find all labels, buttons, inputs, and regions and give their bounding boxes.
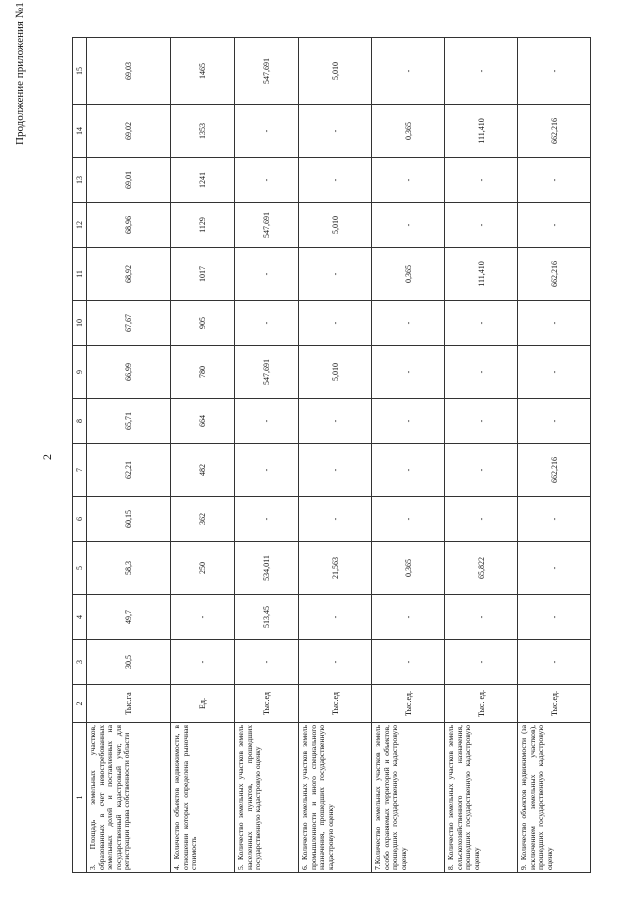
value-cell: 513,45 [235,595,299,640]
value-cell: 662,216 [518,444,591,497]
indicator-name: 3. Площадь земельных участков, образованных в счет невостребованных земельных долей и поставленных на государственный кадастровый учет, для регистрации права собственности области [87,723,171,873]
value-cell: - [299,595,372,640]
indicator-name: 9. Количество объектов недвижимости (за исключением земельных участков), прошедших государственную кадастровую оценку [518,723,591,873]
column-number: 2 [73,685,87,723]
value-cell: - [518,203,591,248]
column-number-row [73,38,87,873]
value-cell: - [235,640,299,685]
value-cell: - [372,399,445,444]
value-cell: 0,365 [372,248,445,301]
value-cell: - [518,301,591,346]
value-cell: 1241 [171,158,235,203]
value-cell: - [445,595,518,640]
value-cell: - [372,346,445,399]
table-row [299,38,372,873]
table-row [372,38,445,873]
value-cell: - [171,595,235,640]
indicator-name: 5. Количество земельных участков земель населенных пунктов, прошедших государственную кадастровую оценку [235,723,299,873]
value-cell: - [445,203,518,248]
value-cell: - [372,595,445,640]
value-cell: 69,02 [87,105,171,158]
value-cell: 5,010 [299,203,372,248]
value-cell: - [372,203,445,248]
column-number: 7 [73,444,87,497]
value-cell: 547,691 [235,203,299,248]
indicator-name: 6. Количество земельных участков земель промышленности и иного специального назначения, прошедших государственную кадастровую оценку [299,723,372,873]
value-cell: 60,15 [87,497,171,542]
value-cell: - [445,640,518,685]
column-number: 12 [73,203,87,248]
value-cell: 664 [171,399,235,444]
value-cell: - [235,248,299,301]
value-cell: 58,3 [87,542,171,595]
value-cell: 68,96 [87,203,171,248]
value-cell: - [518,346,591,399]
appendix-label: Продолжение приложения №1 [14,2,26,145]
column-number: 8 [73,399,87,444]
value-cell: - [445,444,518,497]
value-cell: 67,67 [87,301,171,346]
value-cell: 1353 [171,105,235,158]
value-cell: - [372,301,445,346]
unit-cell: Тыс.ед [235,685,299,723]
value-cell: 69,01 [87,158,171,203]
unit-cell: Тыс.ед. [518,685,591,723]
table-row [171,38,235,873]
column-number: 4 [73,595,87,640]
value-cell: - [372,497,445,542]
value-cell: - [235,105,299,158]
value-cell: 1465 [171,38,235,105]
value-cell: 69,03 [87,38,171,105]
table-row [518,38,591,873]
value-cell: 482 [171,444,235,497]
column-number: 13 [73,158,87,203]
value-cell: 0,365 [372,542,445,595]
value-cell: - [299,444,372,497]
indicator-name: 7.Количество земельных участков земель особо охраняемых территорий и объектов, прошедших государственную кадастровую оценку [372,723,445,873]
value-cell: - [518,497,591,542]
value-cell: - [445,497,518,542]
value-cell: 65,822 [445,542,518,595]
table-row [235,38,299,873]
column-number: 14 [73,105,87,158]
table-row [445,38,518,873]
value-cell: - [518,640,591,685]
value-cell: 21,563 [299,542,372,595]
value-cell: - [299,640,372,685]
value-cell: - [445,301,518,346]
value-cell: - [518,399,591,444]
column-number: 5 [73,542,87,595]
value-cell: 250 [171,542,235,595]
value-cell: - [299,497,372,542]
value-cell: - [445,158,518,203]
value-cell: 534,011 [235,542,299,595]
value-cell: 547,691 [235,346,299,399]
value-cell: 1017 [171,248,235,301]
column-number: 11 [73,248,87,301]
value-cell: 30,5 [87,640,171,685]
value-cell: - [445,346,518,399]
column-number: 10 [73,301,87,346]
column-number: 3 [73,640,87,685]
value-cell: 547,691 [235,38,299,105]
value-cell: - [518,158,591,203]
unit-cell: Тыс.ед [299,685,372,723]
column-number: 15 [73,38,87,105]
value-cell: 0,365 [372,105,445,158]
value-cell: - [235,301,299,346]
page-number: 2 [40,454,54,460]
value-cell: - [299,301,372,346]
value-cell: - [518,38,591,105]
value-cell: - [235,497,299,542]
value-cell: 68,92 [87,248,171,301]
value-cell: 362 [171,497,235,542]
column-number: 6 [73,497,87,542]
value-cell: - [372,38,445,105]
value-cell: - [518,542,591,595]
indicator-name: 8. Количество земельных участков земель сельскохозяйственного назначения, прошедших государственную кадастровую оценку [445,723,518,873]
unit-cell: Тыс.ед. [372,685,445,723]
value-cell: 662,216 [518,248,591,301]
value-cell: 111,410 [445,248,518,301]
value-cell: - [171,640,235,685]
value-cell: 1129 [171,203,235,248]
value-cell: 111,410 [445,105,518,158]
value-cell: - [235,158,299,203]
value-cell: 5,010 [299,38,372,105]
value-cell: 905 [171,301,235,346]
unit-cell: Ед. [171,685,235,723]
data-table [72,37,591,873]
unit-cell: Тыс. ед. [445,685,518,723]
value-cell: 49,7 [87,595,171,640]
value-cell: - [299,105,372,158]
value-cell: - [235,399,299,444]
value-cell: - [372,640,445,685]
value-cell: - [445,38,518,105]
value-cell: - [372,158,445,203]
value-cell: 62,21 [87,444,171,497]
value-cell: 662,216 [518,105,591,158]
value-cell: 65,71 [87,399,171,444]
column-number: 1 [73,723,87,873]
value-cell: 66,99 [87,346,171,399]
value-cell: 5,010 [299,346,372,399]
value-cell: 780 [171,346,235,399]
indicator-name: 4. Количество объектов недвижимости, в отношении которых определена рыночная стоимость [171,723,235,873]
value-cell: - [299,158,372,203]
value-cell: - [299,248,372,301]
value-cell: - [445,399,518,444]
value-cell: - [235,444,299,497]
table-body [73,38,591,873]
column-number: 9 [73,346,87,399]
unit-cell: Тыс.га [87,685,171,723]
table-row [87,38,171,873]
value-cell: - [372,444,445,497]
value-cell: - [518,595,591,640]
value-cell: - [299,399,372,444]
